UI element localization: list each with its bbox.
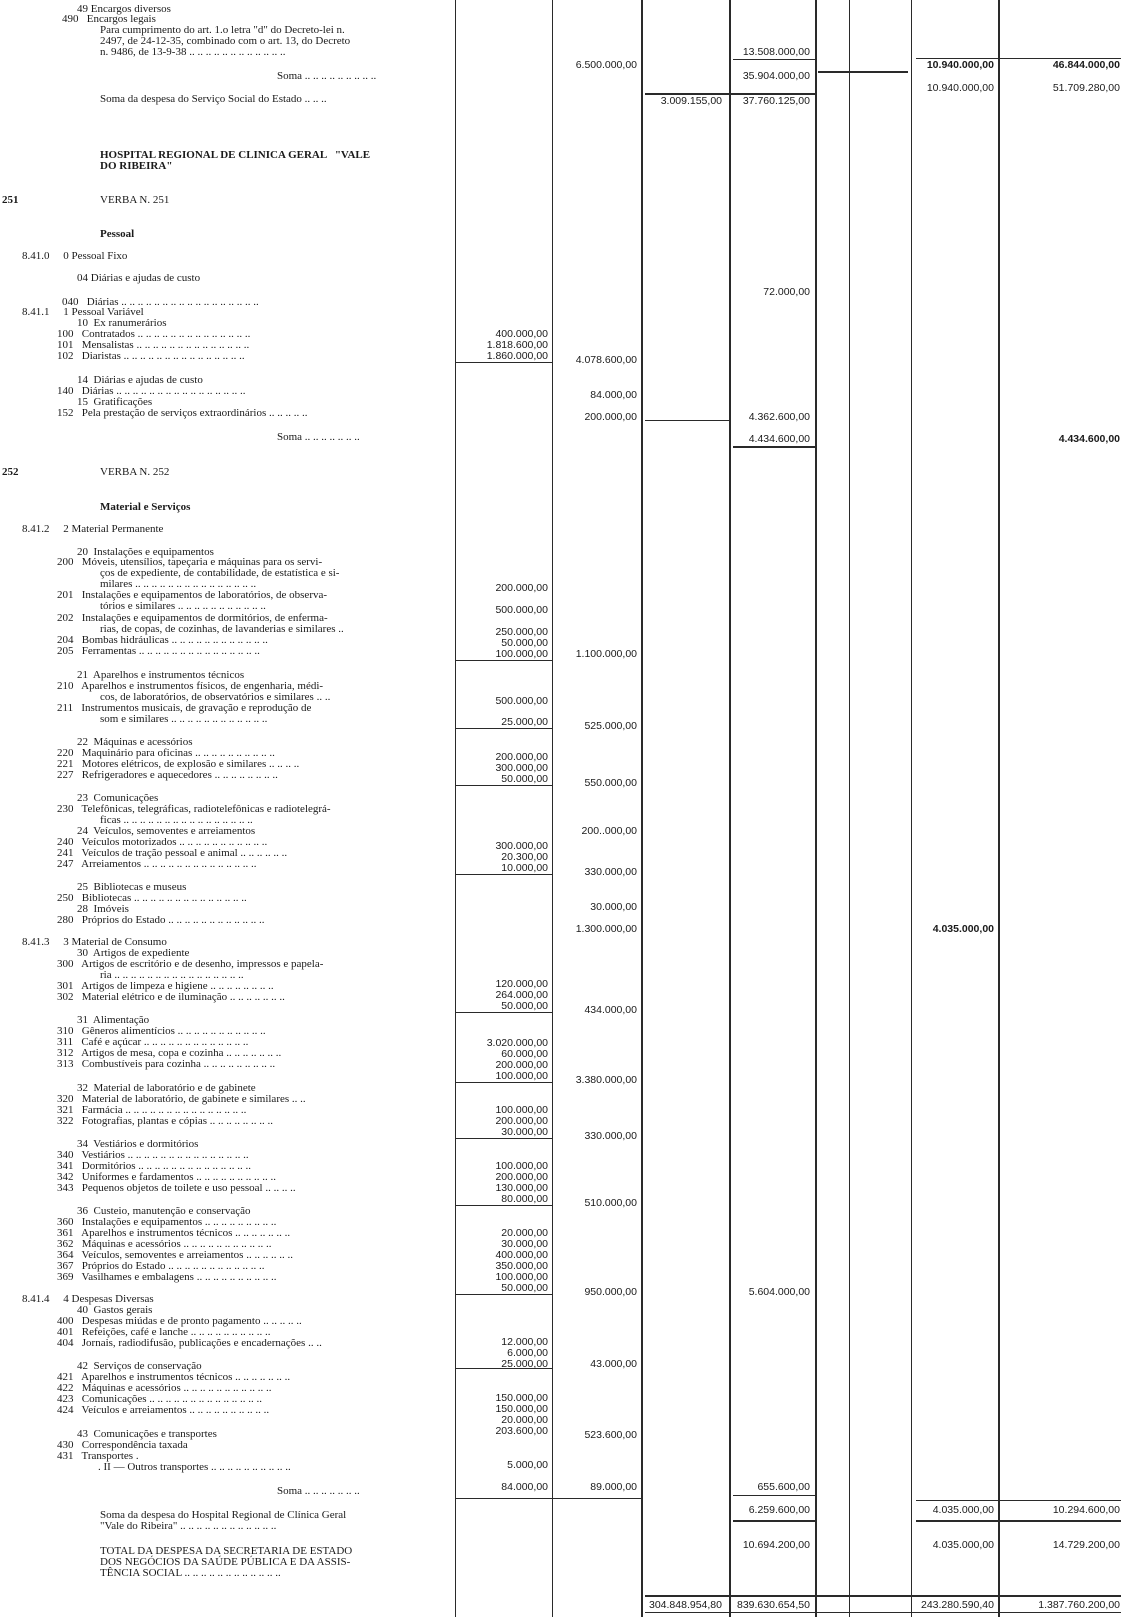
sum-rule xyxy=(733,1495,815,1496)
amount-a63: 100.000,00 xyxy=(495,1271,548,1283)
amount-a58: 510.000,00 xyxy=(584,1197,637,1209)
amount-a23: 50.000,00 xyxy=(501,637,548,649)
text-line-l22: 140 Diárias .. .. .. .. .. .. .. .. .. .. .. .. .. .. .. .. xyxy=(57,385,246,397)
amount-a28: 525.000,00 xyxy=(584,720,637,732)
amount-a53: 330.000,00 xyxy=(584,1130,637,1142)
text-line-l29: 8.41.2 2 Material Permanente xyxy=(22,523,164,535)
amount-a06: 10.940.000,00 xyxy=(926,82,994,94)
text-line-l37: rias, de copas, de cozinhas, de lavanderias e similares .. xyxy=(100,623,344,635)
text-line-l51: ficas .. .. .. .. .. .. .. .. .. .. .. .. .. .. .. .. xyxy=(100,814,253,826)
amount-a57: 80.000,00 xyxy=(501,1193,548,1205)
sum-rule xyxy=(456,785,552,786)
text-line-l82: 361 Aparelhos e instrumentos técnicos .. .. .. .. .. .. .. xyxy=(57,1227,291,1239)
text-line-l48: 227 Refrigeradores e aquecedores .. .. .. .. .. .. .. .. xyxy=(57,769,278,781)
text-line-l23: 15 Gratificações xyxy=(77,396,153,408)
amount-a42: 264.000,00 xyxy=(495,989,548,1001)
text-line-l104: TOTAL DA DESPESA DA SECRETARIA DE ESTADO xyxy=(100,1545,353,1557)
amount-a22: 250.000,00 xyxy=(495,626,548,638)
text-line-l42: cos, de laboratórios, de observatórios e similares .. .. xyxy=(100,691,331,703)
sum-rule xyxy=(645,1612,1121,1613)
amount-a61: 400.000,00 xyxy=(495,1249,548,1261)
amount-a73: 20.000,00 xyxy=(501,1414,548,1426)
text-line-l90: 401 Refeições, café e lanche .. .. .. .. .. .. .. .. .. .. xyxy=(57,1326,271,1338)
amount-a17: 4.362.600,00 xyxy=(748,411,810,423)
amount-a68: 6.000,00 xyxy=(507,1347,548,1359)
amount-a20: 200.000,00 xyxy=(495,582,548,594)
text-line-l40: 21 Aparelhos e instrumentos técnicos xyxy=(77,669,245,681)
amount-a29: 200.000,00 xyxy=(495,751,548,763)
text-line-l27: VERBA N. 252 xyxy=(100,466,170,478)
text-line-l100: . II — Outros transportes .. .. .. .. .. .. .. .. .. .. xyxy=(98,1461,291,1473)
text-line-l96: 424 Veículos e arreiamentos .. .. .. .. .. .. .. .. .. .. xyxy=(57,1404,270,1416)
sum-rule xyxy=(645,1595,1121,1597)
amount-a12: 1.818.600,00 xyxy=(486,339,548,351)
amount-a45: 3.020.000,00 xyxy=(486,1037,548,1049)
text-line-l94: 422 Máquinas e acessórios .. .. .. .. .. .. .. .. .. .. .. xyxy=(57,1382,272,1394)
amount-a30: 300.000,00 xyxy=(495,762,548,774)
column-rule xyxy=(849,0,850,1617)
text-line-l97: 43 Comunicações e transportes xyxy=(77,1428,217,1440)
amount-a80: 6.259.600,00 xyxy=(748,1504,810,1516)
text-line-l78: 342 Uniformes e fardamentos .. .. .. .. .. .. .. .. .. .. xyxy=(57,1171,277,1183)
text-line-l55: 247 Arreiamentos .. .. .. .. .. .. .. .. .. .. .. .. .. .. xyxy=(57,858,257,870)
text-line-l75: 34 Vestiários e dormitórios xyxy=(77,1138,199,1150)
sum-rule xyxy=(818,71,908,73)
text-line-l70: 313 Combustíveis para cozinha .. .. .. .. .. .. .. .. .. xyxy=(57,1058,276,1070)
amount-a26: 500.000,00 xyxy=(495,695,548,707)
amount-a34: 300.000,00 xyxy=(495,840,548,852)
amount-a89: 1.387.760.200,00 xyxy=(1038,1599,1120,1611)
text-line-l65: 302 Material elétrico e de iluminação .. .. .. .. .. .. .. xyxy=(57,991,285,1003)
text-line-l14: 04 Diárias e ajudas de custo xyxy=(77,272,201,284)
amount-a15: 84.000,00 xyxy=(590,389,637,401)
amount-a51: 200.000,00 xyxy=(495,1115,548,1127)
text-line-l47: 221 Motores elétricos, de explosão e similares .. .. .. .. xyxy=(57,758,300,770)
amount-a41: 120.000,00 xyxy=(495,978,548,990)
text-line-l43: 211 Instrumentos musicais, de gravação e reprodução de xyxy=(57,702,312,714)
amount-a85: 14.729.200,00 xyxy=(1052,1539,1120,1551)
text-line-l67: 310 Gêneros alimentícios .. .. .. .. .. .. .. .. .. .. .. xyxy=(57,1025,266,1037)
text-line-l20: 102 Diaristas .. .. .. .. .. .. .. .. .. .. .. .. .. .. .. xyxy=(57,350,245,362)
amount-a64: 50.000,00 xyxy=(501,1282,548,1294)
amount-a36: 10.000,00 xyxy=(501,862,548,874)
sum-rule xyxy=(456,1012,552,1013)
text-line-l49: 23 Comunicações xyxy=(77,792,159,804)
text-line-l09: DO RIBEIRA" xyxy=(100,160,173,172)
amount-a40: 4.035.000,00 xyxy=(932,923,994,935)
text-line-l21: 14 Diárias e ajudas de custo xyxy=(77,374,203,386)
text-line-l01: 49 Encargos diversos xyxy=(77,3,171,15)
amount-a18: 4.434.600,00 xyxy=(748,433,810,445)
amount-a62: 350.000,00 xyxy=(495,1260,548,1272)
text-line-l57: 250 Bibliotecas .. .. .. .. .. .. .. .. .. .. .. .. .. .. xyxy=(57,892,247,904)
text-line-l79: 343 Pequenos objetos de toilete e uso pessoal .. .. .. .. xyxy=(57,1182,296,1194)
text-line-l52: 24 Veículos, semoventes e arreiamentos xyxy=(77,825,256,837)
amount-a16: 200.000,00 xyxy=(584,411,637,423)
text-line-l98: 430 Correspondência taxada xyxy=(57,1439,188,1451)
amount-a05: 35.904.000,00 xyxy=(742,70,810,82)
text-line-l66: 31 Alimentação xyxy=(77,1014,150,1026)
amount-a76: 5.000,00 xyxy=(507,1459,548,1471)
text-line-l05: n. 9486, de 13-9-38 .. .. .. .. .. .. .. .. .. .. .. .. xyxy=(100,46,286,58)
text-line-l06: Soma .. .. .. .. .. .. .. .. .. xyxy=(277,70,377,82)
amount-a04: 46.844.000,00 xyxy=(1052,59,1120,71)
text-line-l74: 322 Fotografias, plantas e cópias .. .. .. .. .. .. .. .. xyxy=(57,1115,273,1127)
amount-a47: 200.000,00 xyxy=(495,1059,548,1071)
text-line-l83: 362 Máquinas e acessórios .. .. .. .. .. .. .. .. .. .. .. xyxy=(57,1238,272,1250)
amount-a24: 100.000,00 xyxy=(495,648,548,660)
text-line-l62: 300 Artigos de escritório e de desenho, impressos e papela- xyxy=(57,958,324,970)
text-line-l80: 36 Custeio, manutenção e conservação xyxy=(77,1205,251,1217)
text-line-l36: 202 Instalações e equipamentos de dormitórios, de enferma- xyxy=(57,612,328,624)
text-line-l11: VERBA N. 251 xyxy=(100,194,170,206)
amount-a49: 3.380.000,00 xyxy=(575,1074,637,1086)
text-line-l99: 431 Transportes . xyxy=(57,1450,139,1462)
sum-rule xyxy=(456,660,552,661)
column-rule xyxy=(641,0,643,1617)
amount-a25: 1.100.000,00 xyxy=(575,648,637,660)
text-line-l59: 280 Próprios do Estado .. .. .. .. .. .. .. .. .. .. .. .. xyxy=(57,914,265,926)
text-line-l102: Soma da despesa do Hospital Regional de Clínica Geral xyxy=(100,1509,347,1521)
text-line-l56: 25 Bibliotecas e museus xyxy=(77,881,187,893)
amount-a69: 25.000,00 xyxy=(501,1358,548,1370)
text-line-l30: 20 Instalações e equipamentos xyxy=(77,546,214,558)
text-line-l41: 210 Aparelhos e instrumentos físicos, de engenharia, médi- xyxy=(57,680,324,692)
column-rule xyxy=(552,0,553,1617)
text-line-l32: ços de expediente, de contabilidade, de estatística e si- xyxy=(100,567,340,579)
text-line-l24: 152 Pela prestação de serviços extraordinários .. .. .. .. .. xyxy=(57,407,308,419)
text-line-l08: HOSPITAL REGIONAL DE CLINICA GERAL "VALE xyxy=(100,149,371,161)
amount-a11: 400.000,00 xyxy=(495,328,548,340)
sum-rule xyxy=(456,1294,552,1295)
text-line-l15: 040 Diárias .. .. .. .. .. .. .. .. .. .. .. .. .. .. .. .. .. xyxy=(62,296,259,308)
sum-rule xyxy=(916,1500,1121,1501)
text-line-l13: 8.41.0 0 Pessoal Fixo xyxy=(22,250,128,262)
column-rule xyxy=(729,0,731,1617)
text-line-l17: 10 Ex ranumerários xyxy=(77,317,167,329)
amount-a07: 51.709.280,00 xyxy=(1052,82,1120,94)
sum-rule xyxy=(733,1520,815,1522)
amount-a75: 523.600,00 xyxy=(584,1429,637,1441)
amount-a83: 10.694.200,00 xyxy=(742,1539,810,1551)
text-line-l87: 8.41.4 4 Despesas Diversas xyxy=(22,1293,154,1305)
amount-a31: 50.000,00 xyxy=(501,773,548,785)
amount-a08: 3.009.155,00 xyxy=(660,95,722,107)
text-line-l88: 40 Gastos gerais xyxy=(77,1304,153,1316)
text-line-l12: Pessoal xyxy=(100,228,135,240)
text-line-l04: 2497, de 24-12-35, combinado com o art. 13, do Decreto xyxy=(100,35,351,47)
text-line-l106: TÊNCIA SOCIAL .. .. .. .. .. .. .. .. .. .. .. .. xyxy=(100,1567,281,1579)
sum-rule xyxy=(456,1205,552,1206)
sum-rule xyxy=(645,420,729,421)
amount-a72: 150.000,00 xyxy=(495,1403,548,1415)
text-line-l73: 321 Farmácia .. .. .. .. .. .. .. .. .. .. .. .. .. .. .. xyxy=(57,1104,247,1116)
text-line-l91: 404 Jornais, radiodifusão, publicações e encadernações .. .. xyxy=(57,1337,322,1349)
text-line-l54: 241 Veículos de tração pessoal e animal .. .. .. .. .. .. xyxy=(57,847,288,859)
sum-rule xyxy=(733,59,815,60)
text-line-l03: Para cumprimento do art. 1.o letra "d" do Decreto-lei n. xyxy=(100,24,345,36)
amount-a46: 60.000,00 xyxy=(501,1048,548,1060)
text-line-l61: 30 Artigos de expediente xyxy=(77,947,190,959)
amount-a82: 10.294.600,00 xyxy=(1052,1504,1120,1516)
amount-a65: 950.000,00 xyxy=(584,1286,637,1298)
amount-a59: 20.000,00 xyxy=(501,1227,548,1239)
text-line-l92: 42 Serviços de conservação xyxy=(77,1360,202,1372)
amount-a43: 50.000,00 xyxy=(501,1000,548,1012)
text-line-l58: 28 Imóveis xyxy=(77,903,129,915)
amount-a56: 130.000,00 xyxy=(495,1182,548,1194)
amount-a27: 25.000,00 xyxy=(501,716,548,728)
text-line-l50: 230 Telefônicas, telegráficas, radiotelefônicas e radiotelegrá- xyxy=(57,803,331,815)
text-line-l71: 32 Material de laboratório e de gabinete xyxy=(77,1082,256,1094)
text-line-l76: 340 Vestiários .. .. .. .. .. .. .. .. .. .. .. .. .. .. .. xyxy=(57,1149,249,1161)
amount-a60: 30.000,00 xyxy=(501,1238,548,1250)
text-line-l85: 367 Próprios do Estado .. .. .. .. .. .. .. .. .. .. .. .. xyxy=(57,1260,265,1272)
text-line-l16: 8.41.1 1 Pessoal Variável xyxy=(22,306,144,318)
sum-rule xyxy=(456,362,552,363)
text-line-l101: Soma .. .. .. .. .. .. .. xyxy=(277,1485,360,1497)
amount-a19: 4.434.600,00 xyxy=(1058,433,1120,445)
amount-a52: 30.000,00 xyxy=(501,1126,548,1138)
column-rule xyxy=(815,0,817,1617)
text-line-l89: 400 Despesas miúdas e de pronto pagamento .. .. .. .. .. xyxy=(57,1315,302,1327)
amount-a67: 12.000,00 xyxy=(501,1336,548,1348)
text-line-l39: 205 Ferramentas .. .. .. .. .. .. .. .. .. .. .. .. .. .. .. xyxy=(57,645,260,657)
text-line-l44: som e similares .. .. .. .. .. .. .. .. .. .. .. .. xyxy=(100,713,268,725)
text-line-l26: 252 xyxy=(2,466,19,478)
text-line-l95: 423 Comunicações .. .. .. .. .. .. .. .. .. .. .. .. .. .. xyxy=(57,1393,263,1405)
amount-a78: 89.000,00 xyxy=(590,1481,637,1493)
text-line-l69: 312 Artigos de mesa, copa e cozinha .. .. .. .. .. .. .. xyxy=(57,1047,282,1059)
text-line-l25: Soma .. .. .. .. .. .. .. xyxy=(277,431,360,443)
text-line-l33: milares .. .. .. .. .. .. .. .. .. .. .. .. .. .. .. xyxy=(100,578,257,590)
amount-a71: 150.000,00 xyxy=(495,1392,548,1404)
text-line-l63: ria .. .. .. .. .. .. .. .. .. .. .. .. .. .. .. .. xyxy=(100,969,244,981)
amount-a84: 4.035.000,00 xyxy=(932,1539,994,1551)
text-line-l86: 369 Vasilhames e embalagens .. .. .. .. .. .. .. .. .. .. xyxy=(57,1271,277,1283)
amount-a55: 200.000,00 xyxy=(495,1171,548,1183)
sum-rule xyxy=(456,1138,552,1139)
text-line-l105: DOS NEGÓCIOS DA SAÚDE PÚBLICA E DA ASSIS- xyxy=(100,1556,351,1568)
amount-a74: 203.600,00 xyxy=(495,1425,548,1437)
text-line-l81: 360 Instalações e equipamentos .. .. .. .. .. .. .. .. .. xyxy=(57,1216,277,1228)
text-line-l02: 490 Encargos legais xyxy=(62,13,156,25)
amount-a54: 100.000,00 xyxy=(495,1160,548,1172)
column-rule xyxy=(998,0,1000,1617)
text-line-l103: "Vale do Ribeira" .. .. .. .. .. .. .. .. .. .. .. .. xyxy=(100,1520,277,1532)
amount-a86: 304.848.954,80 xyxy=(649,1599,722,1611)
amount-a03: 10.940.000,00 xyxy=(926,59,994,71)
column-rule xyxy=(455,0,456,1617)
amount-a09: 37.760.125,00 xyxy=(742,95,810,107)
amount-a87: 839.630.654,50 xyxy=(737,1599,810,1611)
amount-a02: 13.508.000,00 xyxy=(742,46,810,58)
amount-a44: 434.000,00 xyxy=(584,1004,637,1016)
text-line-l38: 204 Bombas hidráulicas .. .. .. .. .. .. .. .. .. .. .. .. xyxy=(57,634,268,646)
amount-a88: 243.280.590,40 xyxy=(921,1599,994,1611)
amount-a39: 1.300.000,00 xyxy=(575,923,637,935)
amount-a21: 500.000,00 xyxy=(495,604,548,616)
text-line-l07: Soma da despesa do Serviço Social do Estado .. .. .. xyxy=(100,93,327,105)
text-line-l72: 320 Material de laboratório, de gabinete e similares .. .. xyxy=(57,1093,306,1105)
amount-a81: 4.035.000,00 xyxy=(932,1504,994,1516)
text-line-l68: 311 Café e açúcar .. .. .. .. .. .. .. .. .. .. .. .. .. xyxy=(57,1036,249,1048)
text-line-l10: 251 xyxy=(2,194,19,206)
amount-a66: 5.604.000,00 xyxy=(748,1286,810,1298)
text-line-l31: 200 Móveis, utensílios, tapeçaria e máquinas para os servi- xyxy=(57,556,323,568)
amount-a38: 30.000,00 xyxy=(590,901,637,913)
text-line-l93: 421 Aparelhos e instrumentos técnicos .. .. .. .. .. .. .. xyxy=(57,1371,291,1383)
amount-a13: 1.860.000,00 xyxy=(486,350,548,362)
text-line-l84: 364 Veículos, semoventes e arreiamentos .. .. .. .. .. .. xyxy=(57,1249,293,1261)
text-line-l45: 22 Máquinas e acessórios xyxy=(77,736,193,748)
text-line-l35: tórios e similares .. .. .. .. .. .. .. .. .. .. .. xyxy=(100,600,266,612)
amount-a01: 6.500.000,00 xyxy=(575,59,637,71)
amount-a33: 200..000,00 xyxy=(581,825,637,837)
sum-rule xyxy=(456,874,552,875)
text-line-l53: 240 Veículos motorizados .. .. .. .. .. .. .. .. .. .. .. xyxy=(57,836,268,848)
amount-a79: 655.600,00 xyxy=(757,1481,810,1493)
text-line-l60: 8.41.3 3 Material de Consumo xyxy=(22,936,167,948)
text-line-l64: 301 Artigos de limpeza e higiene .. .. .. .. .. .. .. .. xyxy=(57,980,274,992)
text-line-l46: 220 Maquinário para oficinas .. .. .. .. .. .. .. .. .. .. xyxy=(57,747,275,759)
amount-a48: 100.000,00 xyxy=(495,1070,548,1082)
column-rule xyxy=(911,0,912,1617)
amount-a14: 4.078.600,00 xyxy=(575,354,637,366)
amount-a77: 84.000,00 xyxy=(501,1481,548,1493)
text-line-l28: Material e Serviços xyxy=(100,501,191,513)
amount-a10: 72.000,00 xyxy=(763,286,810,298)
text-line-l77: 341 Dormitórios .. .. .. .. .. .. .. .. .. .. .. .. .. .. xyxy=(57,1160,252,1172)
amount-a50: 100.000,00 xyxy=(495,1104,548,1116)
text-line-l34: 201 Instalações e equipamentos de laboratórios, de observa- xyxy=(57,589,328,601)
sum-rule xyxy=(733,446,815,448)
text-line-l18: 100 Contratados .. .. .. .. .. .. .. .. .. .. .. .. .. .. xyxy=(57,328,251,340)
amount-a32: 550.000,00 xyxy=(584,777,637,789)
sum-rule xyxy=(456,1498,641,1499)
text-line-l19: 101 Mensalistas .. .. .. .. .. .. .. .. .. .. .. .. .. .. xyxy=(57,339,250,351)
sum-rule xyxy=(916,1520,1121,1522)
amount-a35: 20.300,00 xyxy=(501,851,548,863)
sum-rule xyxy=(456,728,552,729)
amount-a37: 330.000,00 xyxy=(584,866,637,878)
amount-a70: 43.000,00 xyxy=(590,1358,637,1370)
sum-rule xyxy=(456,1082,552,1083)
